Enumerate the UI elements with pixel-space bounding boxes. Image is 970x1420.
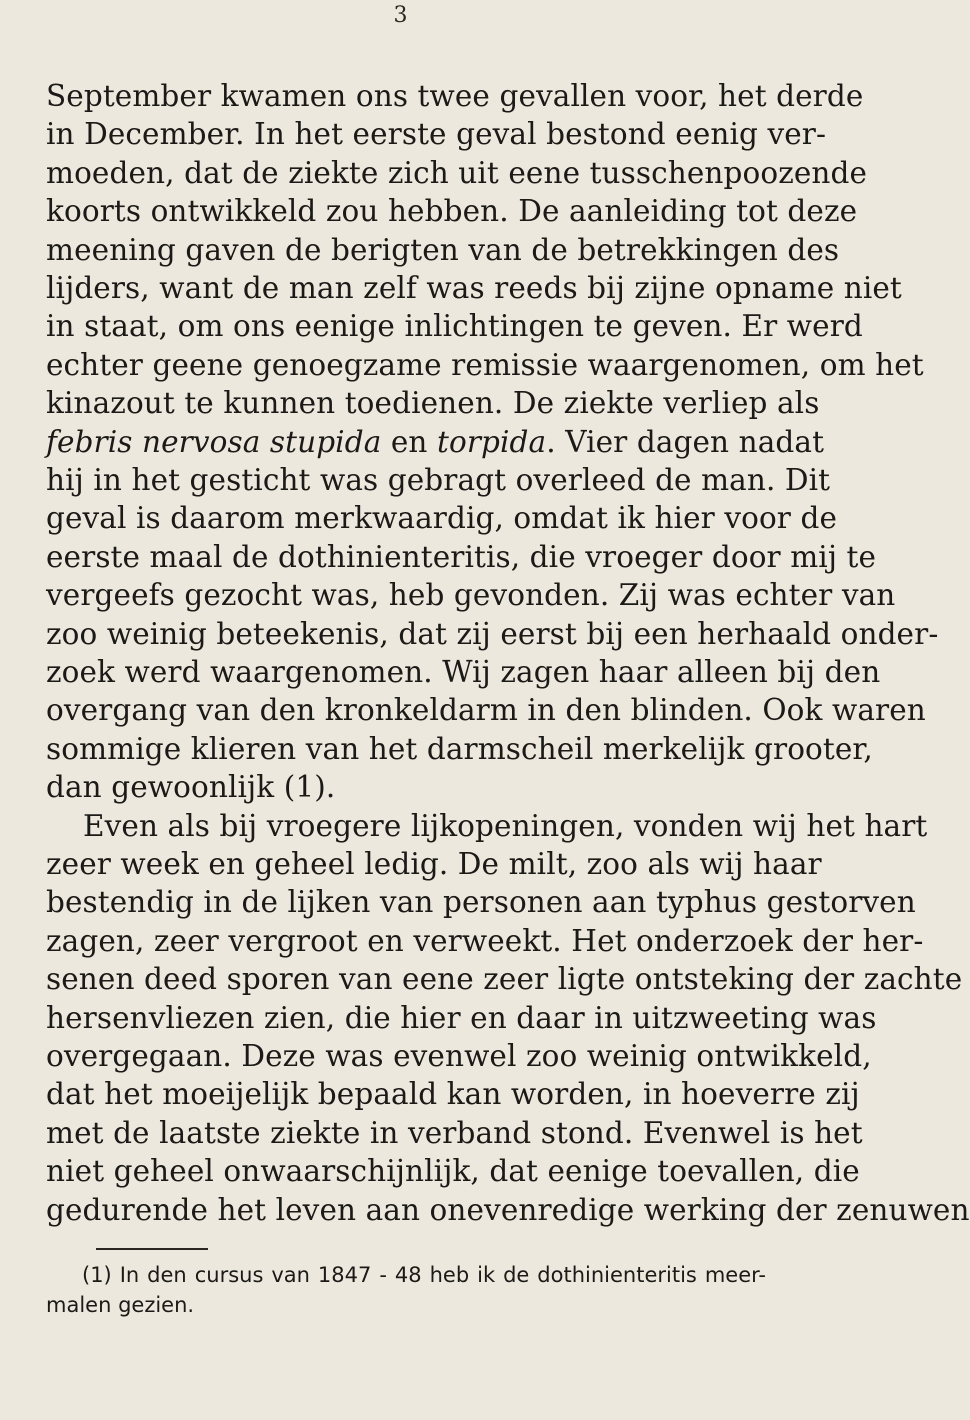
footnote-line: malen gezien.	[46, 1292, 195, 1317]
text-line: koorts ontwikkeld zou hebben. De aanleiding tot deze	[46, 194, 858, 229]
text-line: lijders, want de man zelf was reeds bij zijne opname niet	[46, 271, 902, 305]
text-line-mixed	[46, 422, 825, 462]
text-line: zoek werd waargenomen. Wij zagen haar alleen bij den	[46, 655, 881, 689]
text-line: kinazout te kunnen toedienen. De ziekte verliep als	[46, 386, 820, 421]
text-line: September kwamen ons twee gevallen voor, het derde	[46, 79, 864, 113]
text-line: geval is daarom merkwaardig, omdat ik hier voor de	[46, 501, 838, 536]
text-line: hij in het gesticht was gebragt overleed de man. Dit	[46, 463, 831, 497]
text-line: met de laatste ziekte in verband stond. Evenwel is het	[46, 1115, 863, 1150]
italic-phrase: torpida	[437, 424, 547, 459]
text-line: zeer week en geheel ledig. De milt, zoo als wij haar	[46, 847, 822, 881]
text-segment: en	[381, 424, 438, 459]
text-line: Even als bij vroegere lijkopeningen, vonden wij het hart	[83, 808, 928, 843]
text-line: gedurende het leven aan onevenredige werking der zenuwen	[46, 1192, 970, 1227]
text-line: eerste maal de dothinienteritis, die vroeger door mij te	[46, 539, 877, 574]
text-segment: . Vier dagen nadat	[546, 424, 825, 459]
text-line: meening gaven de berigten van de betrekkingen des	[46, 232, 840, 267]
text-line: senen deed sporen van eene zeer ligte ontsteking der zachte	[46, 962, 963, 997]
italic-phrase: febris nervosa stupida	[46, 424, 382, 459]
text-line: in December. In het eerste geval bestond eenig ver-	[46, 117, 827, 152]
text-line: zagen, zeer vergroot en verweekt. Het onderzoek der her-	[46, 923, 924, 958]
text-line: vergeefs gezocht was, heb gevonden. Zij was echter van	[46, 578, 896, 613]
text-line: hersenvliezen zien, die hier en daar in uitzweeting was	[46, 1000, 877, 1035]
text-line: niet geheel onwaarschijnlijk, dat eenige toevallen, die	[46, 1154, 860, 1189]
text-line: overgegaan. Deze was evenwel zoo weinig ontwikkeld,	[46, 1039, 872, 1073]
footnote-rule	[96, 1248, 208, 1250]
text-line: sommige klieren van het darmscheil merkelijk grooter,	[46, 731, 873, 766]
text-line: moeden, dat de ziekte zich uit eene tusschenpoozende	[46, 155, 868, 190]
text-line: dat het moeijelijk bepaald kan worden, in hoeverre zij	[46, 1077, 860, 1112]
text-line: echter geene genoegzame remissie waargenomen, om het	[46, 347, 924, 382]
text-line: overgang van den kronkeldarm in den blinden. Ook waren	[46, 693, 926, 728]
text-line: bestendig in de lijken van personen aan typhus gestorven	[46, 885, 916, 920]
footnote-line: (1) In den cursus van 1847 - 48 heb ik de dothinienteritis meer-	[82, 1262, 766, 1287]
text-line: dan gewoonlijk (1).	[46, 770, 336, 805]
page-number: 3	[393, 3, 408, 28]
text-line: in staat, om ons eenige inlichtingen te geven. Er werd	[46, 309, 863, 344]
text-line: zoo weinig beteekenis, dat zij eerst bij een herhaald onder-	[46, 616, 939, 651]
